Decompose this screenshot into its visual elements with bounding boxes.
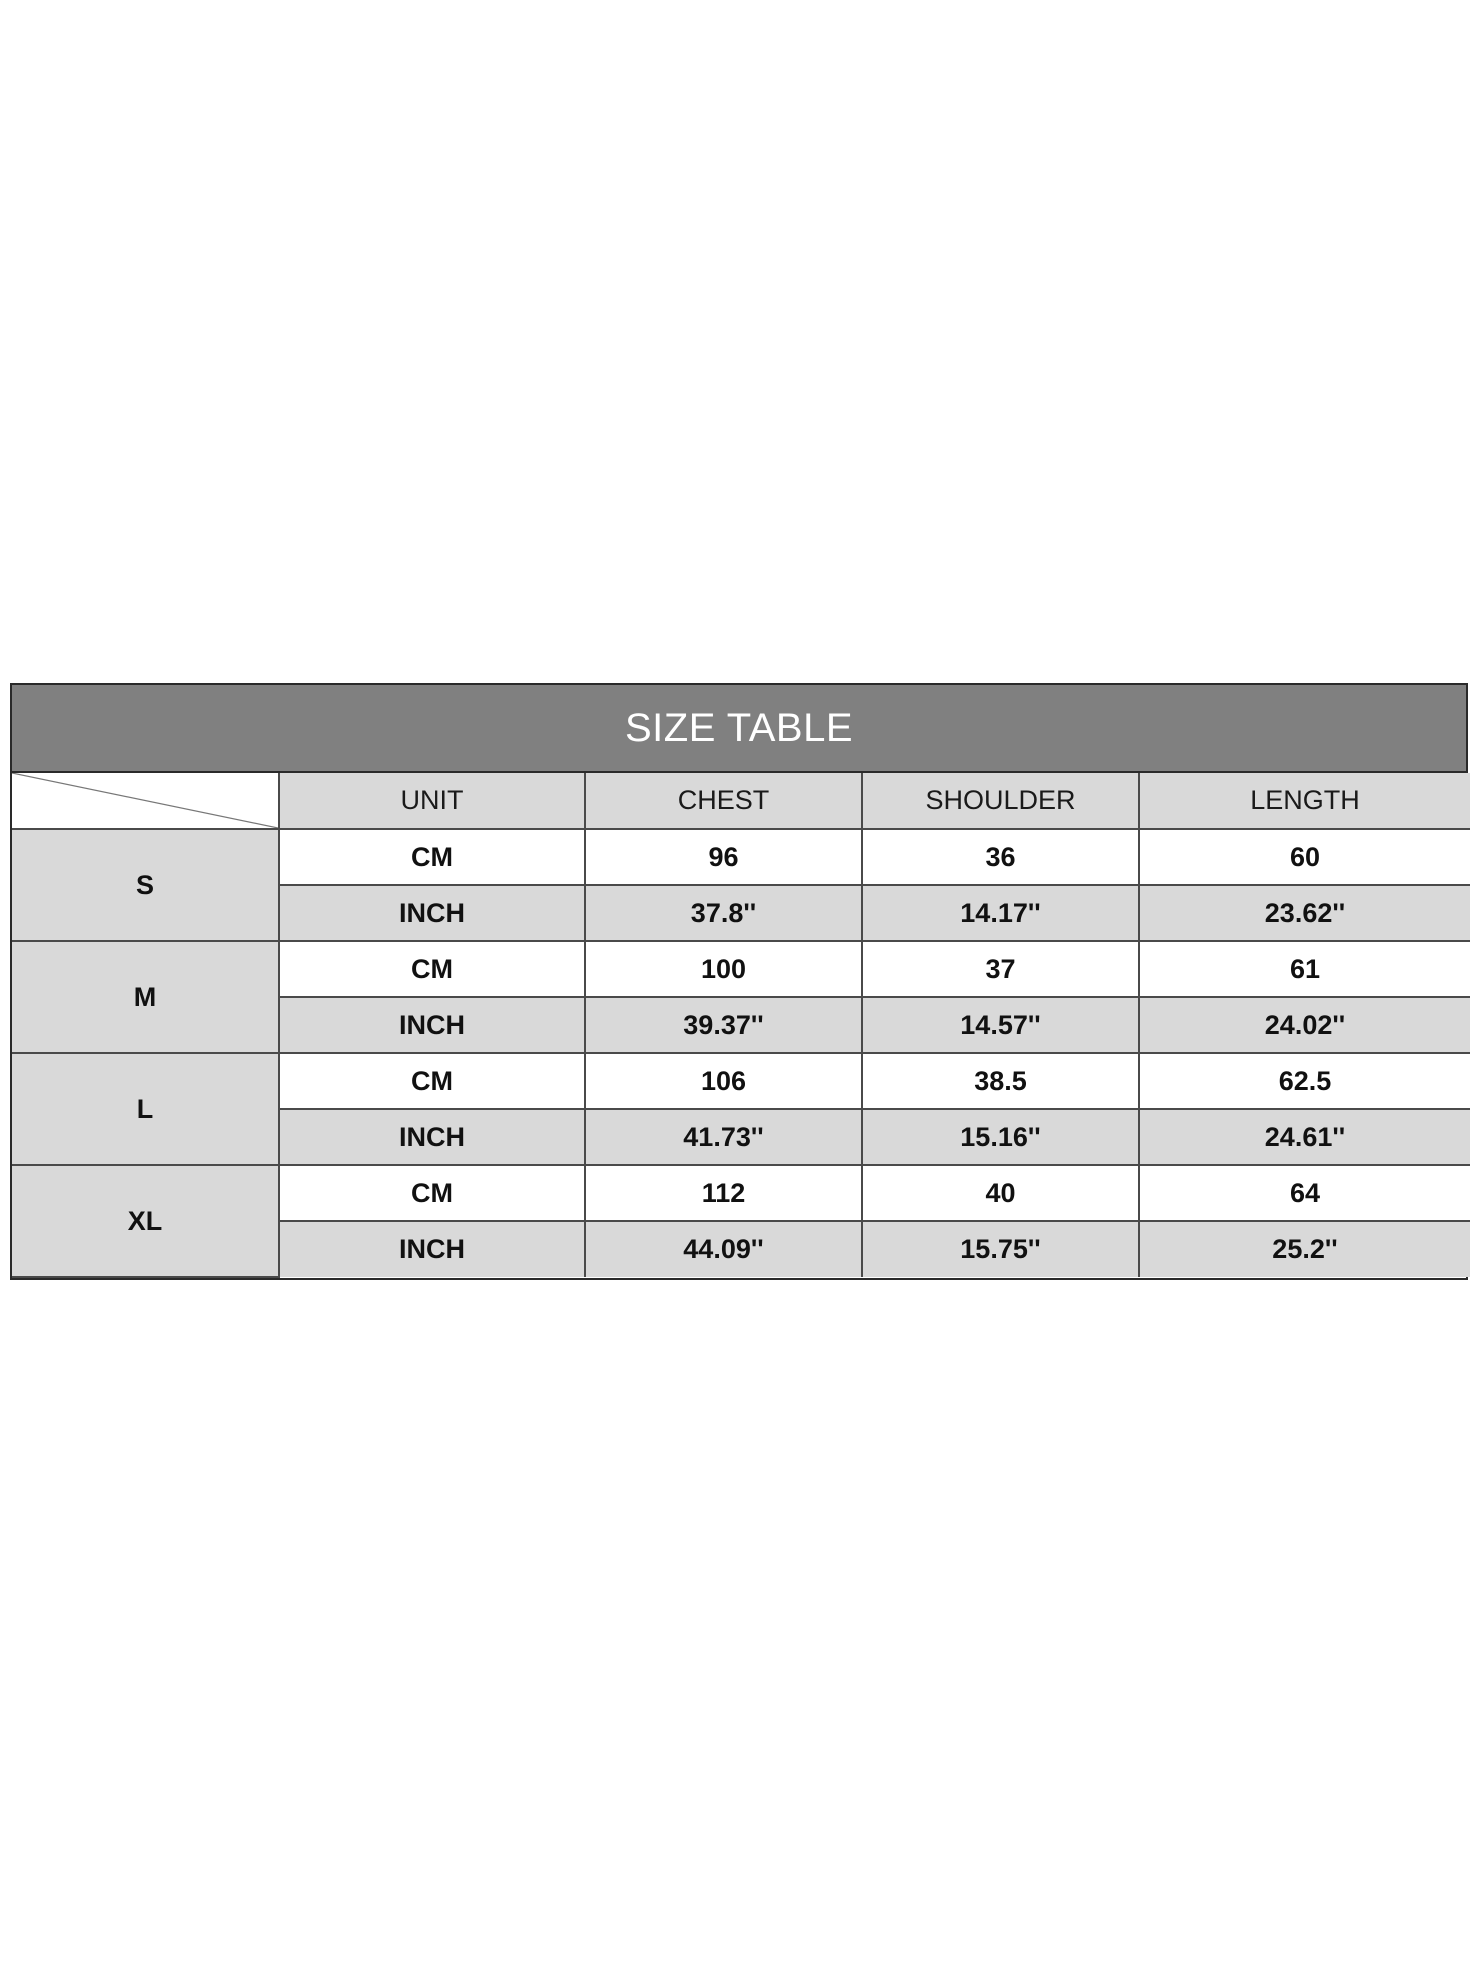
shoulder-cell: 38.5: [862, 1053, 1139, 1109]
column-header-unit: UNIT: [279, 773, 585, 829]
unit-cell: INCH: [279, 885, 585, 941]
chest-cell: 112: [585, 1165, 862, 1221]
size-label: S: [12, 829, 279, 941]
chest-cell: 96: [585, 829, 862, 885]
shoulder-cell: 37: [862, 941, 1139, 997]
length-cell: 24.61'': [1139, 1109, 1470, 1165]
length-cell: 61: [1139, 941, 1470, 997]
shoulder-cell: 15.16'': [862, 1109, 1139, 1165]
length-cell: 23.62'': [1139, 885, 1470, 941]
shoulder-cell: 14.57'': [862, 997, 1139, 1053]
column-header-chest: CHEST: [585, 773, 862, 829]
unit-cell: CM: [279, 941, 585, 997]
size-label: L: [12, 1053, 279, 1165]
size-table: [10, 683, 1468, 1280]
table-row: [12, 829, 1470, 885]
shoulder-cell: 36: [862, 829, 1139, 885]
unit-cell: CM: [279, 1053, 585, 1109]
header-row: [12, 773, 1470, 829]
unit-cell: CM: [279, 829, 585, 885]
diagonal-line-icon: [12, 773, 278, 828]
length-cell: 24.02'': [1139, 997, 1470, 1053]
chest-cell: 44.09'': [585, 1221, 862, 1277]
chest-cell: 37.8'': [585, 885, 862, 941]
unit-cell: CM: [279, 1165, 585, 1221]
size-label: M: [12, 941, 279, 1053]
size-label: XL: [12, 1165, 279, 1277]
corner-diagonal-cell: [12, 773, 279, 829]
length-cell: 62.5: [1139, 1053, 1470, 1109]
table-row: [12, 1053, 1470, 1109]
unit-cell: INCH: [279, 997, 585, 1053]
unit-cell: INCH: [279, 1109, 585, 1165]
shoulder-cell: 40: [862, 1165, 1139, 1221]
table-title: SIZE TABLE: [12, 685, 1466, 773]
chest-cell: 39.37'': [585, 997, 862, 1053]
table-row: [12, 941, 1470, 997]
shoulder-cell: 14.17'': [862, 885, 1139, 941]
chest-cell: 106: [585, 1053, 862, 1109]
chest-cell: 41.73'': [585, 1109, 862, 1165]
chest-cell: 100: [585, 941, 862, 997]
column-header-shoulder: SHOULDER: [862, 773, 1139, 829]
length-cell: 25.2'': [1139, 1221, 1470, 1277]
column-header-length: LENGTH: [1139, 773, 1470, 829]
table-row: [12, 1165, 1470, 1221]
unit-cell: INCH: [279, 1221, 585, 1277]
size-grid: [12, 773, 1470, 1278]
length-cell: 64: [1139, 1165, 1470, 1221]
length-cell: 60: [1139, 829, 1470, 885]
shoulder-cell: 15.75'': [862, 1221, 1139, 1277]
